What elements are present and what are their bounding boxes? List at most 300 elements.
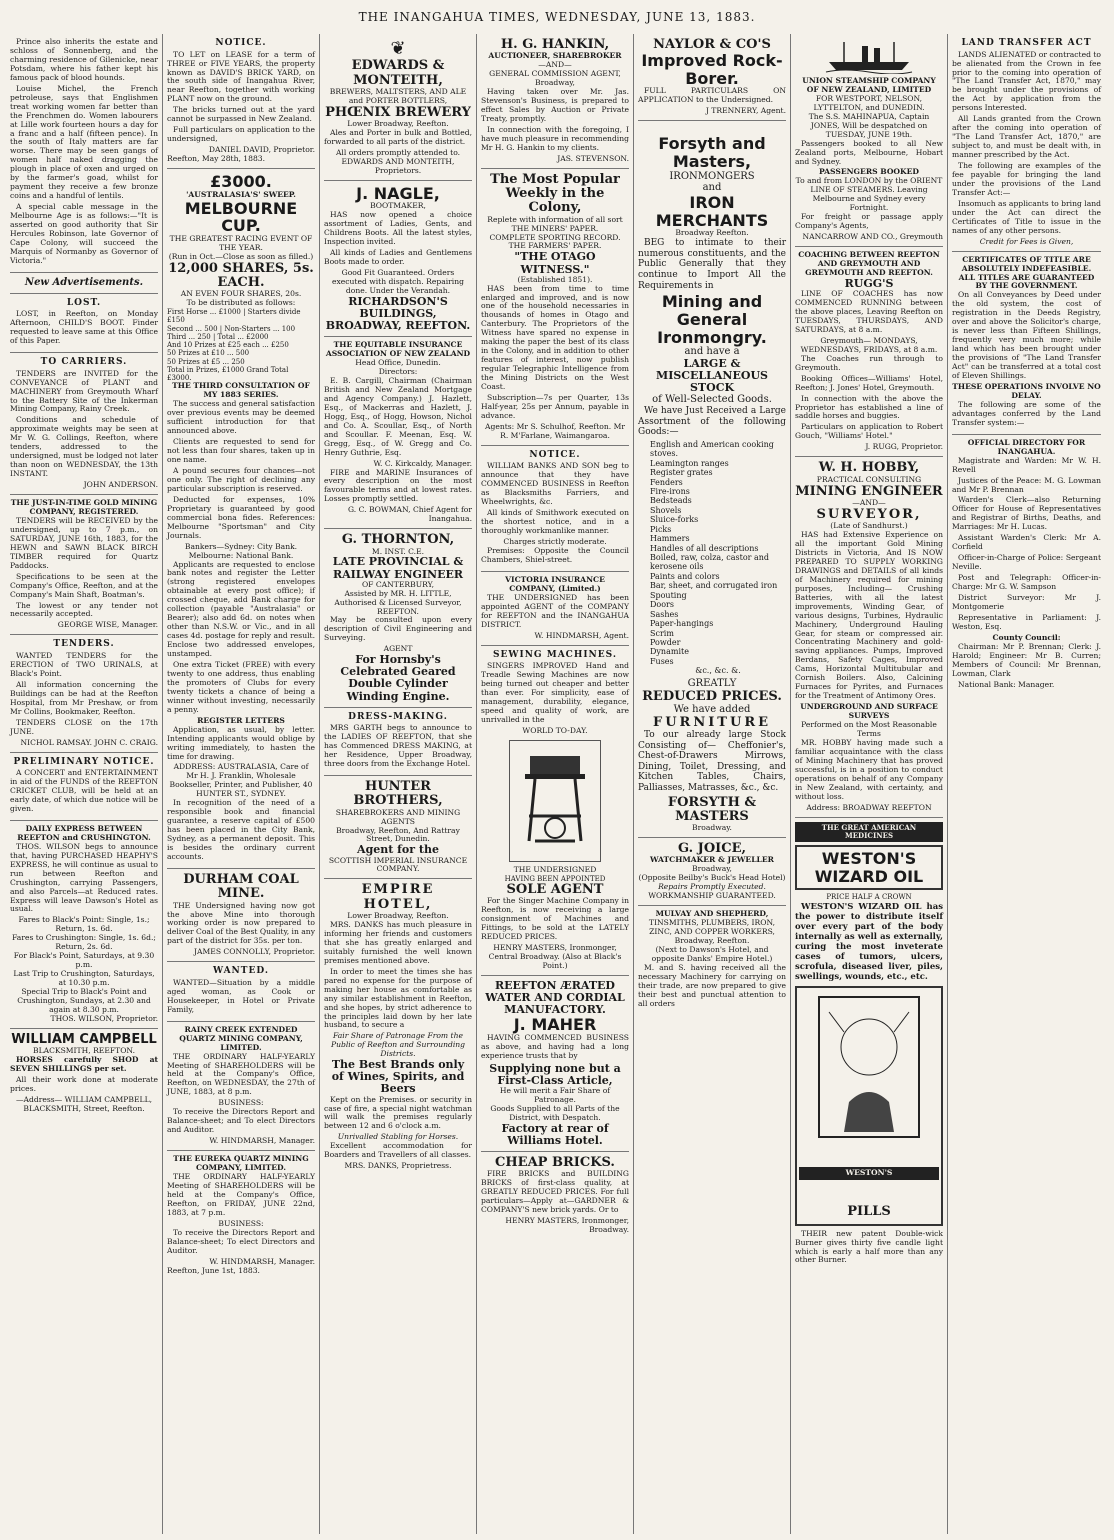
newspaper-columns: [6, 34, 1108, 1534]
ad-body: (Next to Dawson's Hotel, and opposite Danks' Empire Hotel.): [651, 945, 773, 963]
ad-joice: [638, 838, 786, 906]
prize-item: Total in Prizes, £1000 Grand Total £3000.: [167, 365, 289, 383]
ad-subtitle: ALL TITLES ARE GUARANTEED BY THE GOVERNMENT.: [958, 272, 1095, 291]
ad-body: MRS GARTH begs to announce to the LADIES OF REEFTON, that she has Commenced DRESS MAKING, at her Residence, Upper Broadway, three doors from the Exchange Hotel.: [324, 723, 472, 769]
ad-body: HAVING COMMENCED BUSINESS as above, and having had a long experience trusts that by: [481, 1032, 629, 1060]
goods-item: Register grates: [650, 468, 713, 478]
ad-subtitle: PASSENGERS BOOKED: [818, 167, 920, 177]
ad-title: EMPIRE HOTEL,: [361, 882, 435, 912]
ad-subtitle: IRONMONGERS: [669, 170, 755, 182]
ad-body: He will merit a Fair Share of Patronage.: [499, 1085, 611, 1104]
ad-subtitle: BLACKSMITH, REEFTON.: [32, 1046, 136, 1056]
ad-body: MRS. DANKS has much pleasure in informing her friends and customers that she has greatly enlarged and suitably furnished the well known premises mentioned above.: [324, 919, 472, 965]
ad-signature: JAMES CONNOLLY, Proprietor.: [193, 947, 315, 957]
cup-run: (Run in Oct.—Close as soon as filled.): [168, 251, 314, 261]
ad-title: CHEAP BRICKS.: [495, 1154, 615, 1170]
weston-price: PRICE HALF A CROWN: [826, 893, 912, 902]
goods-item: &c., &c. &.: [695, 666, 741, 676]
ad-bricks: [481, 1152, 629, 1239]
ad-body: THE UNDERSIGNED has been appointed AGENT of the COMPANY for REEFTON and the INANGAHUA DISTRICT.: [481, 592, 629, 629]
fare-item: Fares to Crushington: Single, 1s. 6d.; Return, 2s. 6d.: [12, 933, 156, 952]
ad-body: All Lands granted from the Crown after the coming into operation of "The Land Transfer Act, 1870," are subject to, and must be dealt with, in manner prescribed by the Act.: [952, 114, 1101, 160]
ad-body: MR. HOBBY having made such a familiar acquaintance with the class of Mining Machinery that has proved successful, is in a position to conduct operations on behalf of any Company in New Zealand, with certainty, and without loss.: [795, 737, 943, 801]
consultation-title: THE THIRD CONSULTATION OF MY 1883 SERIES.: [172, 381, 310, 400]
ad-title: CERTIFICATES OF TITLE ARE ABSOLUTELY INDEFEASIBLE.: [961, 254, 1092, 273]
ad-date: Reefton, May 28th, 1883.: [167, 154, 266, 164]
fare-item: For Black's Point, Saturdays, at 9.30 p.m.: [13, 951, 155, 970]
ad-name: J. MAHER: [513, 1015, 597, 1035]
ad-highlight: Supplying none but a First-Class Article,: [489, 1061, 621, 1087]
ad-body: A pound secures four chances—not one only. The right of declining any particular subscription is reserved.: [167, 465, 315, 493]
goods-item: English and American cooking stoves.: [650, 439, 774, 459]
ad-signature: DANIEL DAVID, Proprietor.: [208, 145, 315, 155]
ad-signature: JAS. STEVENSON.: [557, 153, 629, 163]
ad-certificates: [952, 252, 1101, 435]
ad-campbell: [10, 1029, 158, 1118]
bankers: Bankers—Sydney: City Bank. Melbourne: National Bank.: [184, 541, 298, 560]
ad-body: All kinds of Smithwork executed on the shortest notice, and in a thoroughly workmanlike manner.: [481, 508, 629, 536]
ad-body: All information concerning the Buildings can be had at the Reefton Hospital, from Mr Preshaw, or from Mr Collins, Bookmaker, Reefton.: [10, 679, 158, 716]
ad-forsyth-masters: [638, 121, 786, 838]
ad-body: THE UNDERSIGNED: [513, 864, 597, 874]
ad-title: DRESS-MAKING.: [348, 711, 448, 722]
goods-item: Picks: [650, 524, 672, 534]
ad-body: The lowest or any tender not necessarily accepted.: [10, 600, 158, 619]
ad-body: Deducted for expenses, 10% Proprietary is guaranteed by good commercial bona fides. References: Melbourne "Sportsman" and City Journals.: [167, 494, 315, 540]
ad-subtitle: UNDERGROUND AND SURFACE SURVEYS: [800, 702, 938, 721]
ad-location: Lower Broadway, Reefton.: [347, 911, 449, 921]
section-heading: New Advertisements.: [10, 273, 158, 294]
ad-title: HUNTER BROTHERS,: [353, 779, 443, 809]
weston-pills-title-2: PILLS: [847, 1204, 891, 1220]
paper-name: "THE OTAGO WITNESS.": [514, 250, 596, 276]
ad-title: TENDERS.: [53, 639, 115, 650]
ad-title: THE EQUITABLE INSURANCE ASSOCIATION OF NEW ZEALAND: [325, 340, 471, 359]
ad-body: The S.S. MAHINAPUA, Captain JONES, Will be despatched on TUESDAY, JUNE 19th.: [808, 111, 930, 139]
goods-item: Powder: [650, 637, 681, 647]
ad-signature: FORSYTH & MASTERS: [667, 794, 757, 824]
ad-added: We have added: [673, 703, 751, 715]
goods-item: Dynamite: [650, 647, 689, 657]
ad-body: The following are some of the advantages conferred by the Land Transfer system:—: [952, 399, 1101, 427]
column-5: [634, 34, 791, 1534]
goods-item: Doors: [650, 600, 674, 610]
ad-profession: SURVEYOR,: [816, 506, 922, 522]
ad-title: THE EUREKA QUARTZ MINING COMPANY, LIMITED.: [173, 1154, 309, 1173]
ad-body: In connection with the above the Proprietor has established a line of saddle horses and buggies.: [795, 393, 943, 421]
ad-signature: HENRY MASTERS, Ironmonger, Central Broadway. (Also at Black's Point.): [488, 943, 622, 970]
ad-body: TENDERS will be RECEIVED by the undersigned, up to 7 p.m., on SATURDAY, JUNE 16th, 1883, for the HEWN and SAWN BLACK BIRCH TIMBER required for Quartz Paddocks.: [10, 515, 158, 570]
ad-and: —AND—: [852, 497, 886, 507]
ad-thornton: [324, 529, 472, 707]
fare-item: Fares to Black's Point: Single, 1s.; Return, 1s. 6d.: [18, 915, 150, 934]
ad-body: To receive the Directors Report and Balance-sheet; To elect Directors and Auditor.: [167, 1227, 315, 1255]
sewing-machine-icon: [515, 746, 595, 856]
sweep-amount: £3000.: [210, 172, 272, 192]
ad-express: [10, 821, 158, 1029]
ad-body: LANDS ALIENATED or contracted to be alienated from the Crown in fee prior to the coming into operation of "The Land Transfer Act, 1870," may be brought under the provisions of the Act by application from the persons Interested.: [952, 49, 1102, 113]
ad-body: Application, as usual, by letter. Intending applicants would oblige by writing immediately, to hasten the time for drawing.: [167, 724, 315, 761]
ad-signature: HENRY MASTERS, Ironmonger, Broadway.: [505, 1215, 629, 1234]
goods-item: Fuses: [650, 656, 674, 666]
goods-item: Hammers: [650, 534, 690, 544]
ad-date: Reefton, June 1st, 1883.: [167, 1265, 260, 1275]
goods-item: Leamington ranges: [650, 458, 729, 468]
ad-rugg-coaches: [795, 247, 943, 457]
goods-item: Bar, sheet, and corrugated iron: [650, 581, 778, 591]
ad-body: FIRE and MARINE Insurances of every description on the most favourable terms and at lowest rates. Losses promptly settled.: [324, 467, 472, 504]
ad-body: The bricks turned out at the yard cannot be surpassed in New Zealand.: [167, 105, 315, 124]
ad-sweep: [167, 169, 315, 869]
ad-signature: W. HINDMARSH, Manager.: [209, 1256, 315, 1266]
ad-body: For the Singer Machine Company in Reefton, is now receiving a large consignment of Machines and Fittings, to be sold at the LATELY REDUCED PRICES.: [481, 896, 629, 942]
ad-location: Lower Broadway, Reefton.: [347, 119, 449, 129]
ad-signature: MRS. DANKS, Proprietress.: [344, 1161, 452, 1171]
ad-body: The following are examples of the fee payable for bringing the land under the provisions of the Land Transfer Act:—: [952, 161, 1101, 197]
prize-item: And 10 Prizes at £25 each ... £250: [167, 341, 289, 350]
ad-edwards-monteith: [324, 34, 472, 181]
ad-greatly: GREATLY: [687, 677, 737, 689]
ad-body: HAS had Extensive Experience on all the important Gold Mining Districts in Victoria, And IS NOW PREPARED TO SUPPLY WORKING DRAWINGS and DETAILS of all kinds of Machinery required for mining purposes, Including— Crushing Batteries, with all the latest improvements, Winding Gear, of various designs, Turbines, Hydraulic Machinery, Underground Hauling Gear, for steam or compressed air. Concentrating Machinery and gold-saving appliances. Pumps, Improved Berdans, Safety Cages, Improved Cams, Horizontal Multitubular and Cornish Boilers. Also, Calcining Furnaces for Pyrites, and Furnaces for the Treatment of Antimony Ores.: [795, 530, 943, 701]
ad-body: One extra Ticket (FREE) with every twenty to one address, thus enabling the promoters of Clubs for every twenty tickets a chance of being a winner without investing, necessarily a penny.: [167, 659, 315, 714]
directors-label: Directors:: [378, 367, 418, 377]
ad-title: DAILY EXPRESS BETWEEN REEFTON and CRUSHINGTON.: [17, 823, 151, 842]
ad-brick-yard: [167, 34, 315, 169]
goods-list: [650, 440, 786, 676]
ad-title: NAYLOR & CO'S: [653, 37, 771, 52]
ad-agent: AGENT: [383, 644, 413, 654]
ad-subtitle: BREWERS, MALTSTERS, AND ALE and PORTER BOTTLERS,: [329, 86, 467, 105]
business-label: BUSINESS:: [218, 1218, 264, 1228]
ad-location: Broadway,: [535, 78, 575, 88]
ad-body: Assisted by MR. H. LITTLE, Authorised & Licensed Surveyor, REEFTON.: [334, 588, 462, 616]
weston-pills-title: WESTON'S: [799, 1167, 939, 1180]
masthead: THE INANGAHUA TIMES, WEDNESDAY, JUNE 13, 1883.: [358, 10, 756, 24]
ad-title: UNION STEAMSHIP COMPANY OF NEW ZEALAND, LIMITED: [802, 75, 936, 94]
ad-body: In order to meet the times she has pared no expense for the purpose of making her house as comfortable as any similar establishment in Reefton, and she hopes, by strict adherence to the principles laid down by her late husband, to secure a: [324, 966, 472, 1030]
ad-body: In recognition of the need of a responsible book and financial guarantee, a reserve capital of £500 has been placed in the City Bank, Sydney, as a permanent deposit. This is besides the ordinary current accounts.: [167, 798, 315, 861]
ad-union-steamship: [795, 34, 943, 247]
ad-banks: [481, 446, 629, 572]
ad-carriers: [10, 353, 158, 495]
ad-body: HORSES carefully SHOD at SEVEN SHILLINGS per set.: [10, 1055, 158, 1074]
ad-body: THOS. WILSON begs to announce that, having PURCHASED HEAPHY'S EXPRESS, he will continue as usual to run between Reefton and Crushington, carrying Passengers, and also Parcels—at Reduced rates. Express will leave Dawson's Hotel as usual.: [10, 841, 158, 914]
ad-body: and have a: [684, 346, 740, 358]
ad-sewing: [481, 646, 629, 976]
ad-location: RICHARDSON'S BUILDINGS, BROADWAY, REEFTON.: [325, 294, 471, 333]
goods-item: Bedsteads: [650, 496, 692, 506]
ad-body: May be consulted upon every description of Civil Engineering and Surveying.: [324, 615, 472, 643]
ad-title: The Most Popular Weekly in the Colony,: [490, 171, 620, 216]
ad-tagline: WORLD TO-DAY.: [522, 725, 588, 735]
brewery-name: PHŒNIX BREWERY: [325, 104, 471, 120]
shares-title: 12,000 SHARES, 5s. EACH.: [168, 260, 314, 290]
ad-title: OFFICIAL DIRECTORY FOR INANGAHUA.: [967, 437, 1086, 456]
column-2: [163, 34, 320, 1534]
ad-title: VICTORIA INSURANCE COMPANY, (Limited.): [505, 574, 605, 593]
goods-item: Fenders: [650, 477, 683, 487]
ad-wanted: [167, 962, 315, 1021]
ad-body: In connection with the foregoing, I have much pleasure in recommending Mr H. G. Hankin to my clients.: [481, 124, 629, 152]
cup-title: MELBOURNE CUP.: [184, 198, 298, 236]
register-letters: REGISTER LETTERS: [197, 715, 285, 725]
ad-title: G. THORNTON,: [341, 532, 455, 548]
ad-body: THE ORDINARY HALF-YEARLY Meeting of SHAREHOLDERS will be held at the Company's Office, Reefton, on FRIDAY, JUNE 22nd, 1883, at 7 p.m.: [167, 1171, 315, 1217]
ad-subtitle-2: IRON MERCHANTS: [655, 193, 769, 230]
goods-item: Spouting: [650, 590, 687, 600]
ad-body: LOST, in Reefton, on Monday Afternoon, CHILD'S BOOT. Finder requested to leave same at this Office of this Paper.: [10, 309, 158, 346]
ad-subtitle: Replete with information of all sort: [487, 214, 623, 224]
ad-highlight: Factory at rear of Williams Hotel.: [501, 1121, 609, 1147]
ad-est: (Established 1851).: [517, 274, 593, 284]
ad-profession: MINING ENGINEER: [795, 483, 943, 499]
ad-name: RUGG'S: [844, 276, 894, 290]
prize-item: 50 Prizes at £10 ... 500: [167, 349, 250, 358]
goods-item: Sashes: [650, 609, 679, 619]
directory-item: National Bank: Manager.: [958, 679, 1055, 689]
directory-item: Magistrate and Warden: Mr W. H. Revell: [952, 455, 1101, 474]
goods-item: Fire-irons: [650, 486, 690, 496]
ad-title: H. G. HANKIN,: [500, 37, 610, 52]
ad-location: Broadway, Reefton.: [674, 936, 750, 946]
ad-lost: [10, 294, 158, 353]
ad-signature: NANCARROW AND CO., Greymouth: [802, 232, 943, 242]
ad-body: Performed on the Most Reasonable Terms: [801, 720, 937, 738]
ad-title: LOST.: [66, 297, 102, 308]
ad-title: PRELIMINARY NOTICE.: [13, 756, 155, 767]
ad-title: MULVAY AND SHEPHERD,: [655, 909, 769, 919]
prize-item: 50 Prizes at £5 ... 250: [167, 357, 245, 366]
fare-item: Special Trip to Black's Point and Crushington, Sundays, at 2.30 and again at 8.30 p.m.: [17, 987, 151, 1014]
ad-body: Conditions and schedule of approximate weights may be seen at Mr W. G. Collings, Reefton, where tenders, addressed to the undersigned, must be lodged not later than noon on WEDNESDAY, the 13th INSTANT.: [10, 415, 158, 479]
ad-location: Broadway, Reefton, And Rattray Street, Dunedin.: [336, 825, 460, 844]
prize-list: [167, 308, 315, 382]
ad-body: FIRE BRICKS and BUILDING BRICKS of first-class quality, at GREATLY REDUCED PRICES. For full particulars—Apply at—GARDNER & COMPANY'S new brick yards. Or to: [481, 1169, 629, 1214]
directory-item: Chairman: Mr P. Brennan; Clerk: J. Harold; Engineer: Mr B. Curren; Members of Council: Mr Brennan, Lowman, Clark: [952, 641, 1101, 678]
ad-body: All kinds of Ladies and Gentlemens Boots made to order.: [324, 248, 472, 267]
ad-body: THEIR new patent Double-wick Burner gives thirty five candle light which is early a half more than any other Burner.: [795, 1228, 943, 1265]
ad-and: and: [702, 182, 722, 194]
ad-signature: EDWARDS AND MONTEITH, Proprietors.: [341, 156, 455, 175]
ad-body: Goods Supplied to all Parts of the District, with Despatch.: [490, 1103, 620, 1122]
ad-body: Good Fit Guaranteed. Orders executed with dispatch. Repairing done. Under the Verandah.: [332, 268, 464, 295]
ad-body: LINE OF COACHES has now COMMENCED RUNNING between the above places, Leaving Reefton on TUESDAYS, THURSDAYS, AND SATURDAYS, at 8 a.m.: [795, 289, 943, 334]
goods-item: Handles of all descriptions: [650, 543, 759, 553]
ad-body: THE ORDINARY HALF-YEARLY Meeting of SHAREHOLDERS will be held at the Company's Office, Reefton, on WEDNESDAY, the 27th of JUNE, 1883, at 8 p.m.: [167, 1051, 315, 1097]
ad-otago-witness: [481, 169, 629, 446]
official-directory: [952, 435, 1101, 696]
ad-body: Fair Share of Patronage From the Public of Reefton and Surrounding Districts.: [330, 1031, 466, 1059]
ad-body: Having taken over Mr. Jas. Stevenson's Business, is prepared to effect Sales by Auction or Private Treaty, promptly.: [481, 87, 629, 123]
article-text: Prince also inherits the estate and schloss of Sonnenberg, and the charming residence of Gilenicke, near Potsdam, where his father kept his famous pack of blood hounds.: [10, 37, 158, 82]
address: ADDRESS: AUSTRALASIA, Care of Mr H. J. Franklin, Wholesale Bookseller, Printer, and Publisher, 40 HUNTER ST., SYDNEY.: [169, 762, 313, 799]
ad-body: WANTED—Situation by a middle aged woman, as Cook or Housekeeper, in Hotel or Private Family,: [167, 977, 315, 1014]
ad-body: Booking Offices—Williams' Hotel, Reefton; J. Jones' Hotel, Greymouth.: [795, 373, 943, 392]
ad-body: To and from LONDON by the ORIENT LINE OF STEAMERS. Leaving Melbourne and Sydney every Fortnight.: [795, 176, 943, 213]
ad-address: Address: BROADWAY REEFTON: [806, 802, 932, 812]
column-7: [948, 34, 1105, 1534]
ad-signature: G. C. BOWMAN, Chief Agent for Inangahua.: [347, 505, 472, 524]
ad-title: REEFTON ÆRATED WATER AND CORDIAL MANUFACTORY.: [485, 978, 625, 1017]
directory-item: Justices of the Peace: M. G. Lowman and Mr P. Brennan: [952, 475, 1101, 494]
directory-item: Warden's Clerk—also Returning Officer for House of Representatives and Registrar of Births, Deaths, and Marriages: Mr H. Lucas.: [952, 495, 1101, 532]
ad-body: Clients are requested to send for not less than four shares, taken up in one name.: [167, 437, 315, 465]
goods-item: Sluice-forks: [650, 515, 699, 525]
ad-location: Broadway Reefton.: [675, 228, 749, 238]
ad-tagline: THE FARMERS' PAPER.: [508, 241, 602, 251]
ad-body: Passengers booked to all New Zealand ports, Melbourne, Hobart and Sydney.: [795, 138, 943, 166]
ad-body: For freight or passage apply Company's Agents,: [795, 212, 943, 231]
sweep-name: 'AUSTRALASIA'S' SWEEP.: [186, 189, 296, 199]
ad-body: The success and general satisfaction over previous events may be deemed sufficient introduction for that announced above.: [167, 399, 315, 436]
ad-location: Broadway,: [692, 864, 732, 874]
ad-hobby: [795, 457, 943, 817]
ad-eureka: [167, 1151, 315, 1279]
ad-title: J. NAGLE,: [356, 183, 440, 203]
ad-body: To our already large Stock Consisting of— Cheffonier's, Chest-of-Drawers Mirrows, Dining, Toilet, Dressing, and Kitchen Tables, Chairs, Palliasses, Matrasses, &c., &c.: [638, 729, 786, 793]
ad-body: FOR WESTPORT, NELSON, LYTTELTON, and DUNEDIN.: [813, 93, 925, 112]
ad-title: WILLIAM CAMPBELL: [11, 1031, 157, 1047]
distributed-label: To be distributed as follows:: [186, 298, 296, 308]
directory-item: Assistant Warden's Clerk: Mr A. Corfield: [952, 533, 1101, 552]
ad-agents: Agents: Mr S. Schulhof, Reefton. Mr R. M'Farlane, Waimangaroa.: [485, 421, 625, 440]
ad-title: LAND TRANSFER ACT: [961, 38, 1092, 48]
ad-body: E. B. Cargill, Chairman (Chairman British and New Zealand Mortgage and Agency Company.) J. Hazlett, Esq., of Mackerras and Hazlett, J. Hogg, Esq., of Hogg, Howson, Nichol and Co. A. Scoullar, Esq., of North and Scoullar. F. Meenan, Esq. W. Gregg, Esq., of W. Gregg and Co. Henry Guthrie, Esq.: [324, 375, 472, 457]
ad-late: (Late of Sandhurst.): [830, 521, 908, 531]
ad-signature: JOHN ANDERSON.: [83, 480, 158, 490]
cup-subtitle: THE GREATEST RACING EVENT OF THE YEAR.: [169, 233, 313, 252]
weston-pills-illustration: [795, 986, 943, 1226]
ad-signature: W. HINDMARSH, Manager.: [209, 1136, 315, 1146]
ad-body: TO LET on LEASE for a term of THREE or FIVE YEARS, the property known as DAVID'S BRICK YARD, on the south side of Inangahua River, near Reefton, together with working PLANT now on the ground.: [167, 49, 315, 104]
ad-title: W. H. HOBBY,: [818, 460, 920, 476]
directory-subtitle: County Council:: [992, 632, 1061, 642]
weston-banner: THE GREAT AMERICAN MEDICINES: [795, 822, 943, 843]
ad-title: EDWARDS & MONTEITH,: [351, 58, 445, 88]
ad-body: WANTED TENDERS for the ERECTION of TWO URINALS, at Black's Point.: [10, 651, 158, 678]
ad-signature: —Address— WILLIAM CAMPBELL, BLACKSMITH, Street, Reefton.: [15, 1094, 153, 1113]
ad-body: To receive the Directors Report and Balance-sheet; and To elect Directors and Auditor.: [167, 1107, 315, 1135]
ad-title: DURHAM COAL MINE.: [183, 871, 299, 902]
ad-title: Forsyth and Masters,: [658, 134, 766, 171]
crest-icon: ❦: [390, 38, 406, 59]
ad-land-transfer: [952, 34, 1101, 252]
sewing-machine-illustration: [509, 740, 601, 862]
goods-item: Paper-hangings: [650, 619, 714, 629]
ad-aerated: [481, 976, 629, 1152]
ad-body: Charges strictly moderate.: [503, 537, 607, 547]
ad-preliminary: [10, 753, 158, 821]
shares-subtitle: AN EVEN FOUR SHARES, 20s.: [180, 289, 302, 299]
article-prince: [10, 34, 158, 273]
ad-body: Subscription—7s per Quarter, 13s Half-year, 25s per Annum, payable in advance.: [481, 393, 629, 420]
ad-body: Kept on the Premises. or security in case of fire, a special night watchman will walk the premises regularly between 12 and 6 o'clock a.m.: [324, 1094, 472, 1131]
ad-body: Applicants are requested to enclose bank notes and register the Letter (strong registered envelopes obtainable at every post office); if crossed cheque, add Bank charge for collection (payable "Australasia" or Bearer); also add 6d. on notes when other than N.S.W. or Vic., and in all cases 4d. postage for reply and result. Enclose two addressed envelopes, unstamped.: [167, 559, 315, 659]
ad-body: All their work done at moderate prices.: [10, 1075, 158, 1093]
ad-body: WILLIAM BANKS AND SON beg to announce that they have COMMENCED BUSINESS in Reefton as Blacksmiths Farriers, and Wheelwrights, &c.: [481, 461, 629, 507]
ad-body: On all Conveyances by Deed under the old system, the cost of registration in the Deeds Registry, over and above the Solicitor's charge, is never less than Fifteen Shillings, frequently very much more; while land which has been brought under the provisions of "The Land Transfer Act" can be transferred at a total cost of Eleven Shillings.: [952, 290, 1101, 381]
ad-body: SINGERS IMPROVED Hand and Treadle Sewing Machines are now being turned out cheaper and better than ever. For simplicity, ease of management, durability, elegance, speed and quality of work, are unrivalled in the: [481, 661, 629, 724]
ad-subtitle: THESE OPERATIONS INVOLVE NO DELAY.: [952, 381, 1101, 400]
ad-body: WESTON'S WIZARD OIL has the power to distribute itself over every part of the body internally as well as externally, curing the most inveterate cases of tumors, ulcers, scrofula, diseased liver, piles, swellings, wounds, etc., etc.: [795, 901, 943, 982]
ad-body: HAS now opened a choice assortment of Ladies, Gents, and Childrens Boots. All the latest styles, Inspection invited.: [324, 210, 472, 247]
ad-body: Insomuch as applicants to bring land under the Act can direct the Certificates of Title to issue in the names of any other persons.: [952, 198, 1101, 235]
ad-body: HAVING BEEN APPOINTED: [504, 874, 606, 883]
ad-furniture: FURNITURE: [652, 714, 772, 730]
ad-title: NOTICE.: [529, 449, 581, 460]
ad-body: SCOTTISH IMPERIAL INSURANCE COMPANY.: [328, 855, 468, 874]
steamship-illustration: [795, 38, 943, 77]
fare-list: [10, 916, 158, 1014]
steamship-icon: [824, 38, 914, 74]
goods-item: Scrim: [650, 628, 674, 638]
ad-body: Repairs Promptly Executed.: [658, 882, 766, 892]
ad-body: All orders promptly attended to.: [335, 147, 461, 157]
goods-item: Boiled, raw, colza, castor and kerosene oils: [650, 553, 770, 572]
ad-highlight: The Best Brands only of Wines, Spirits, and Beers: [331, 1058, 465, 1096]
ad-body: of Well-Selected Goods.: [652, 394, 772, 406]
ad-location: Broadway.: [692, 823, 732, 833]
ad-signature: J TRENNERY, Agent.: [705, 106, 786, 116]
ad-subtitle: BOOTMAKER,: [370, 201, 426, 211]
ad-body: The Coaches run through to Greymouth.: [795, 353, 943, 372]
ad-tagline: COMPLETE SPORTING RECORD.: [489, 232, 621, 242]
ad-empire-hotel: [324, 879, 472, 1175]
ad-tenders: [10, 635, 158, 752]
prize-item: Second ... 500 | Non-Starters ... 100: [167, 324, 296, 333]
directory-item: Post and Telegraph: Officer-in-Charge: Mr G. W. Sampson: [952, 573, 1101, 592]
ad-mulvay: [638, 906, 786, 1014]
ad-durham: [167, 869, 315, 962]
ad-subtitle: TINSMITHS, PLUMBERS, IRON, ZINC, AND COPPER WORKERS,: [648, 918, 776, 937]
goods-item: Shovels: [650, 505, 682, 515]
ad-body: M. and S. having received all the necessary Machinery for carrying on their trade, are now prepared to give their best and punctual attention to all orders: [638, 962, 786, 1008]
ad-reduced: REDUCED PRICES.: [642, 688, 782, 704]
ad-body: Particulars on application to Robert Gouch, "Williams' Hotel.": [795, 422, 943, 441]
ad-title: THE JUST-IN-TIME GOLD MINING COMPANY, REGISTERED.: [10, 498, 158, 516]
ad-body: Premises: Opposite the Council Chambers, Shiel-street.: [481, 545, 629, 564]
prize-item: Third ... 250 | Total ... £2000: [167, 332, 269, 341]
ad-subtitle: PRACTICAL CONSULTING: [816, 474, 922, 484]
ad-signature: THOS. WILSON, Proprietor.: [50, 1013, 158, 1023]
ad-title: G. JOICE,: [677, 841, 747, 857]
ad-body: Ales and Porter in bulk and Bottled, forwarded to all parts of the district.: [324, 127, 472, 146]
ad-westons: [795, 818, 943, 1272]
ad-signature: NICHOL RAMSAY. JOHN C. CRAIG.: [20, 737, 158, 747]
ad-office: Head Office, Dunedin.: [355, 358, 441, 368]
ad-rainy-creek: [167, 1022, 315, 1151]
ad-body: HAS been from time to time enlarged and improved, and is now one of the household necessaries in thousands of homes in Otago and Canterbury. The Proprietors of the Witness have spared no expense in making the paper the best of its class in the Colony, and in addition to other features of interest, now publish regular Telegraphic Intelligence from the Mining Districts on the West Coast.: [481, 283, 629, 392]
medicine-illustration-icon: [814, 992, 924, 1142]
goods-item: Paints and colors: [650, 571, 720, 581]
ad-highlight: LARGE & MISCELLANEOUS STOCK: [656, 356, 768, 395]
ad-body: BEG to intimate to their numerous constituents, and the Public Generally that they continue to Import All the Requirements in: [638, 238, 786, 291]
ad-manager: W. C. Kirkcaldy, Manager.: [373, 458, 472, 468]
ad-title: WANTED.: [213, 966, 269, 977]
fare-item: Last Trip to Crushington, Saturdays, at 10.30 p.m.: [13, 969, 155, 988]
hornsby-title: For Hornsby's Celebrated Geared Double Cylinder Winding Engine.: [340, 653, 456, 703]
ad-hunter: [324, 776, 472, 879]
ad-hankin: [481, 34, 629, 169]
column-4: [477, 34, 634, 1534]
ad-signature: W. HINDMARSH, Agent.: [534, 630, 629, 640]
prize-item: First Horse ... £1000 | Starters divide £150: [167, 308, 301, 325]
ad-highlight: Mining and General Ironmongry.: [657, 292, 767, 347]
ad-title: COACHING BETWEEN REEFTON AND GREYMOUTH AND GREYMOUTH AND REEFTON.: [798, 250, 940, 278]
ad-title: RAINY CREEK EXTENDED QUARTZ MINING COMPANY, LIMITED.: [179, 1024, 303, 1052]
ad-subtitle: OF CANTERBURY,: [361, 579, 435, 589]
ad-signature: J. RUGG, Proprietor.: [865, 442, 943, 452]
